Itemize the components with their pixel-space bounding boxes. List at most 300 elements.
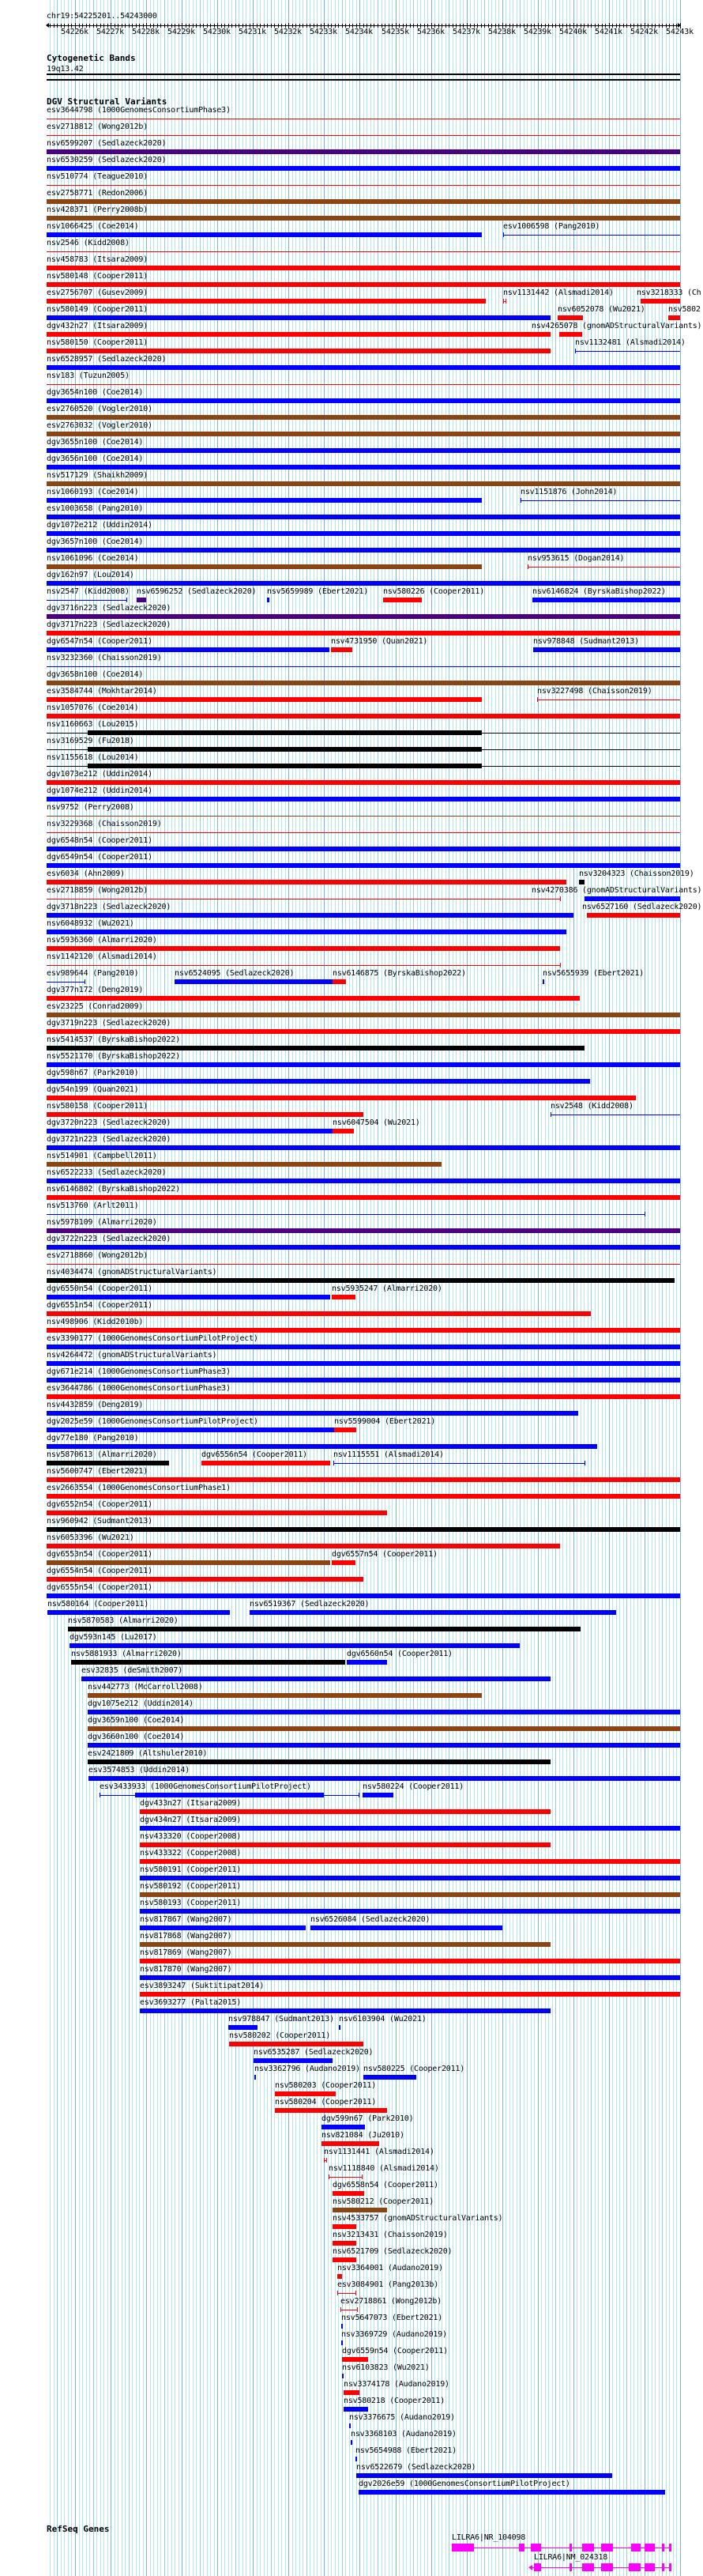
variant-label[interactable]: nsv433320 (Cooper2008) [140,1832,242,1841]
variant-bar[interactable] [47,1029,680,1034]
variant-label[interactable]: nsv817868 (Wang2007) [140,1932,232,1940]
variant-line[interactable] [47,899,561,900]
variant-bar[interactable] [332,1560,355,1565]
variant-label[interactable]: esv32835 (deSmith2007) [81,1666,183,1675]
variant-bar[interactable] [47,266,680,270]
variant-label[interactable]: nsv433322 (Cooper2008) [140,1849,242,1858]
variant-label[interactable]: nsv580158 (Cooper2011) [47,1102,148,1111]
variant-bar[interactable] [47,448,680,453]
variant-line[interactable] [521,500,680,501]
variant-bar[interactable] [201,1461,330,1465]
variant-bar[interactable] [341,2340,343,2345]
variant-bar[interactable] [140,2008,551,2013]
variant-label[interactable]: nsv2546 (Kidd2008) [47,239,130,247]
variant-label[interactable]: dgv3656n100 (Coe2014) [47,454,144,463]
variant-label[interactable]: esv989644 (Pang2010) [47,969,139,978]
variant-thick-segment[interactable] [88,730,482,735]
gene-exon[interactable] [582,2563,594,2571]
variant-label[interactable]: nsv6053396 (Wu2021) [47,1533,134,1542]
variant-bar[interactable] [47,1245,680,1250]
variant-bar[interactable] [88,1759,551,1764]
variant-label[interactable]: nsv817867 (Wang2007) [140,1915,232,1924]
variant-label[interactable]: nsv510774 (Teague2010) [47,172,148,181]
variant-label[interactable]: esv3584744 (Mokhtar2014) [47,687,157,696]
variant-line[interactable] [47,816,680,817]
variant-label[interactable]: nsv580164 (Cooper2011) [47,1600,149,1609]
variant-bar[interactable] [140,1842,551,1847]
variant-bar[interactable] [359,2490,665,2495]
variant-label[interactable]: nsv580225 (Cooper2011) [363,2065,465,2073]
variant-label[interactable]: nsv3362796 (Audano2019) [254,2065,360,2073]
variant-bar[interactable] [140,1925,306,1930]
variant-bar[interactable] [47,681,680,685]
variant-bar[interactable] [47,515,680,519]
variant-label[interactable]: nsv3232360 (Chaisson2019) [47,654,162,662]
variant-label[interactable]: dgv6555n54 (Cooper2011) [47,1583,152,1592]
variant-label[interactable]: dgv598n67 (Park2010) [47,1069,139,1077]
variant-label[interactable]: nsv580148 (Cooper2011) [47,272,148,281]
variant-label[interactable]: dgv3658n100 (Coe2014) [47,670,144,679]
variant-label[interactable]: nsv458783 (Itsara2009) [47,255,148,264]
variant-line[interactable] [47,1264,680,1265]
variant-bar[interactable] [137,598,146,602]
variant-label[interactable]: nsv5647073 (Ebert2021) [341,2314,443,2322]
variant-bar[interactable] [47,863,680,868]
gene-exon[interactable] [662,2563,664,2571]
variant-bar[interactable] [337,2274,342,2279]
variant-bar[interactable] [332,1295,355,1299]
variant-bar[interactable] [47,564,482,569]
variant-label[interactable]: nsv5936360 (Almarri2020) [47,936,157,945]
variant-label[interactable]: nsv580226 (Cooper2011) [383,587,485,596]
variant-label[interactable]: esv3644798 (1000GenomesConsortiumPhase3) [47,106,231,115]
variant-label[interactable]: dgv6556n54 (Cooper2011) [201,1450,307,1459]
variant-bar[interactable] [341,2324,343,2329]
variant-label[interactable]: nsv6146875 (ByrskaBishop2022) [333,969,466,978]
variant-label[interactable]: nsv5802 [668,305,701,314]
variant-line[interactable] [329,2177,363,2178]
variant-label[interactable]: dgv377n172 (Deng2019) [47,986,144,994]
variant-bar[interactable] [47,481,680,486]
variant-bar[interactable] [47,1112,363,1117]
variant-bar[interactable] [47,697,482,702]
variant-bar[interactable] [47,1593,680,1598]
variant-label[interactable]: nsv3227498 (Chaisson2019) [537,687,652,696]
variant-label[interactable]: nsv6599207 (Sedlazeck2020) [47,139,167,148]
variant-bar[interactable] [321,2141,379,2146]
variant-bar[interactable] [47,1361,680,1366]
variant-label[interactable]: nsv960942 (Sudmant2013) [47,1517,152,1526]
variant-bar[interactable] [47,714,680,718]
variant-label[interactable]: dgv1074e212 (Uddin2014) [47,786,152,795]
variant-bar[interactable] [47,531,680,536]
variant-label[interactable]: nsv580150 (Cooper2011) [47,338,148,347]
variant-label[interactable]: dgv54n199 (Quan2021) [47,1085,139,1094]
variant-label[interactable]: esv3574853 (Uddin2014) [88,1766,190,1775]
variant-label[interactable]: nsv4264472 (gnomADStructuralVariants) [47,1351,217,1360]
variant-label[interactable]: nsv1160663 (Lou2015) [47,720,139,729]
variant-label[interactable]: dgv3720n223 (Sedlazeck2020) [47,1118,171,1127]
variant-bar[interactable] [228,2025,258,2030]
gene-exon[interactable] [452,2544,474,2551]
variant-label[interactable]: dgv6560n54 (Cooper2011) [347,1650,453,1658]
variant-bar[interactable] [532,598,680,602]
variant-label[interactable]: nsv1151876 (John2014) [521,488,618,496]
variant-label[interactable]: nsv1131442 (Alsmadi2014) [503,289,614,297]
variant-bar[interactable] [47,498,482,503]
variant-label[interactable]: esv2760520 (Vogler2010) [47,405,152,413]
variant-bar[interactable] [47,1311,591,1316]
variant-bar[interactable] [88,1726,680,1731]
variant-label[interactable]: nsv6527160 (Sedlazeck2020) [582,903,702,911]
variant-bar[interactable] [363,1793,393,1797]
variant-label[interactable]: nsv6522233 (Sedlazeck2020) [47,1168,167,1177]
variant-label[interactable]: esv2663554 (1000GenomesConsortiumPhase1) [47,1484,231,1492]
variant-label[interactable]: nsv2548 (Kidd2008) [551,1102,633,1111]
gene-exon[interactable] [669,2563,671,2571]
variant-label[interactable]: nsv580191 (Cooper2011) [140,1865,242,1874]
gene-exon[interactable] [662,2544,664,2551]
variant-label[interactable]: dgv3659n100 (Coe2014) [88,1716,185,1725]
variant-label[interactable]: nsv1060193 (Coe2014) [47,488,139,496]
gene-exon[interactable] [570,2563,572,2571]
variant-bar[interactable] [140,1892,680,1897]
variant-bar[interactable] [331,647,352,652]
variant-label[interactable]: nsv5654988 (Ebert2021) [355,2446,457,2455]
variant-label[interactable]: esv3693277 (Palta2015) [140,1998,242,2007]
variant-label[interactable]: nsv580204 (Cooper2011) [275,2098,377,2106]
variant-bar[interactable] [68,1627,581,1631]
variant-label[interactable]: nsv3369729 (Audano2019) [341,2330,447,2339]
variant-label[interactable]: nsv6519367 (Sedlazeck2020) [250,1600,370,1609]
variant-label[interactable]: nsv1118840 (Alsmadi2014) [329,2164,439,2173]
variant-label[interactable]: dgv6547n54 (Cooper2011) [47,637,152,646]
variant-label[interactable]: dgv6557n54 (Cooper2011) [332,1550,438,1559]
variant-label[interactable]: dgv3657n100 (Coe2014) [47,537,144,546]
variant-line[interactable] [47,600,127,601]
variant-label[interactable]: nsv580193 (Cooper2011) [140,1899,242,1907]
variant-bar[interactable] [47,614,680,619]
variant-label[interactable]: dgv434n27 (Itsara2009) [140,1816,242,1824]
variant-line[interactable] [47,982,85,983]
variant-bar[interactable] [47,1228,680,1233]
variant-label[interactable]: dgv593n145 (Lu2017) [70,1633,157,1642]
variant-label[interactable]: dgv3654n100 (Coe2014) [47,388,144,397]
variant-label[interactable]: nsv5978109 (Almarri2020) [47,1218,157,1227]
variant-label[interactable]: nsv498906 (Kidd2010b) [47,1318,144,1326]
variant-label[interactable]: dgv3722n223 (Sedlazeck2020) [47,1235,171,1243]
variant-label[interactable]: nsv6521709 (Sedlazeck2020) [333,2247,453,2256]
variant-bar[interactable] [310,1925,502,1930]
variant-label[interactable]: nsv3204323 (Chaisson2019) [579,869,694,878]
variant-bar[interactable] [47,1162,442,1167]
variant-label[interactable]: esv3390177 (1000GenomesConsortiumPilotProject) [47,1334,258,1343]
gene-exon[interactable] [669,2544,671,2551]
variant-bar[interactable] [47,1145,680,1150]
variant-label[interactable]: nsv4265078 (gnomADStructuralVariants) [532,322,702,330]
variant-bar[interactable] [275,2091,336,2096]
variant-line[interactable] [528,567,680,568]
variant-label[interactable]: nsv821084 (Ju2010) [321,2131,404,2140]
variant-label[interactable]: esv3644786 (1000GenomesConsortiumPhase3) [47,1384,231,1393]
variant-label[interactable]: nsv580212 (Cooper2011) [333,2197,434,2206]
variant-label[interactable]: nsv3368103 (Audano2019) [351,2430,457,2438]
variant-bar[interactable] [47,1394,680,1399]
variant-label[interactable]: dgv6549n54 (Cooper2011) [47,853,152,862]
variant-bar[interactable] [641,299,680,304]
gene-exon[interactable] [601,2544,613,2551]
variant-bar[interactable] [47,282,680,287]
variant-label[interactable]: esv23225 (Conrad2009) [47,1002,144,1011]
variant-bar[interactable] [140,1992,680,1997]
variant-label[interactable]: nsv3374178 (Audano2019) [344,2380,449,2389]
variant-label[interactable]: dgv6548n54 (Cooper2011) [47,836,152,845]
variant-label[interactable]: nsv3376675 (Audano2019) [349,2413,455,2422]
variant-line[interactable] [47,666,680,667]
variant-bar[interactable] [47,1129,333,1133]
variant-bar[interactable] [47,647,329,652]
variant-bar[interactable] [70,1643,520,1648]
variant-bar[interactable] [254,2075,256,2080]
variant-bar[interactable] [140,1942,551,1947]
variant-bar[interactable] [47,1444,597,1449]
variant-bar[interactable] [47,1295,330,1299]
variant-label[interactable]: esv2421809 (Altshuler2010) [88,1749,208,1758]
variant-label[interactable]: dgv671e214 (1000GenomesConsortiumPhase3) [47,1367,231,1376]
variant-bar[interactable] [88,1693,482,1698]
variant-label[interactable]: nsv6047504 (Wu2021) [333,1118,420,1127]
variant-label[interactable]: dgv3716n223 (Sedlazeck2020) [47,604,171,613]
variant-bar[interactable] [47,149,680,154]
variant-label[interactable]: nsv6048932 (Wu2021) [47,919,134,928]
gene-exon[interactable] [570,2544,572,2551]
variant-label[interactable]: dgv3721n223 (Sedlazeck2020) [47,1135,171,1144]
variant-label[interactable]: nsv580149 (Cooper2011) [47,305,148,314]
variant-bar[interactable] [47,1560,330,1565]
variant-label[interactable]: nsv6526084 (Sedlazeck2020) [310,1915,430,1924]
variant-bar[interactable] [333,2224,356,2229]
gene-exon[interactable] [645,2563,655,2571]
variant-bar[interactable] [71,1660,345,1665]
variant-label[interactable]: nsv3229368 (Chaisson2019) [47,820,162,828]
variant-label[interactable]: nsv183 (Tuzun2005) [47,372,130,380]
variant-label[interactable]: dgv599n67 (Park2010) [321,2114,414,2123]
variant-label[interactable]: esv6034 (Ahn2009) [47,869,125,878]
variant-label[interactable]: nsv1155618 (Lou2014) [47,753,139,762]
variant-bar[interactable] [351,2440,352,2445]
variant-bar[interactable] [47,1411,578,1416]
variant-label[interactable]: nsv6528957 (Sedlazeck2020) [47,355,167,364]
variant-label[interactable]: nsv2547 (Kidd2008) [47,587,130,596]
variant-line[interactable] [47,384,680,385]
variant-line[interactable] [333,1463,585,1464]
variant-bar[interactable] [47,232,482,237]
variant-bar[interactable] [47,415,680,420]
variant-bar[interactable] [47,797,680,801]
variant-label[interactable]: nsv1132481 (Alsmadi2014) [575,338,686,347]
variant-label[interactable]: nsv3169529 (Fu2018) [47,737,134,745]
variant-bar[interactable] [47,581,680,586]
variant-line[interactable] [47,251,680,252]
variant-label[interactable]: nsv517129 (Shaikh2009) [47,471,148,480]
variant-bar[interactable] [47,780,680,785]
variant-line[interactable] [47,135,680,136]
variant-label[interactable]: dgv1072e212 (Uddin2014) [47,521,152,530]
variant-label[interactable]: nsv4533757 (gnomADStructuralVariants) [333,2214,503,2223]
variant-bar[interactable] [587,913,680,918]
variant-bar[interactable] [47,930,566,934]
variant-bar[interactable] [533,647,680,652]
variant-bar[interactable] [47,1378,680,1382]
variant-bar[interactable] [229,2042,363,2046]
variant-label[interactable]: nsv5881933 (Almarri2020) [71,1650,182,1658]
variant-bar[interactable] [47,548,680,553]
variant-label[interactable]: nsv442773 (McCarroll2008) [88,1683,203,1692]
variant-bar[interactable] [47,166,680,171]
variant-label[interactable]: nsv5935247 (Almarri2020) [332,1284,442,1293]
variant-bar[interactable] [47,1195,680,1200]
gene-label[interactable]: LILRA6|NR_104098 [452,2533,526,2542]
variant-label[interactable]: esv3893247 (Suktitipat2014) [140,1982,265,1990]
variant-bar[interactable] [47,1461,169,1465]
gene-exon[interactable] [631,2544,641,2551]
variant-bar[interactable] [140,1959,680,1963]
variant-label[interactable]: nsv4731950 (Quan2021) [331,637,428,646]
variant-bar[interactable] [333,1129,354,1133]
variant-label[interactable]: dgv3719n223 (Sedlazeck2020) [47,1019,171,1028]
variant-label[interactable]: nsv428371 (Perry2008b) [47,206,148,214]
variant-label[interactable]: nsv817870 (Wang2007) [140,1965,232,1974]
variant-line[interactable] [47,965,561,966]
variant-label[interactable]: esv2756707 (Gusev2009) [47,289,148,297]
variant-label[interactable]: nsv6103904 (Wu2021) [339,2015,427,2023]
variant-bar[interactable] [559,332,582,337]
variant-bar[interactable] [47,332,551,337]
variant-label[interactable]: dgv6558n54 (Cooper2011) [333,2181,438,2189]
variant-label[interactable]: esv1003658 (Pang2010) [47,504,144,513]
variant-label[interactable]: nsv5870583 (Almarri2020) [68,1616,179,1625]
variant-bar[interactable] [47,946,560,951]
variant-label[interactable]: nsv6103823 (Wu2021) [342,2363,430,2372]
variant-label[interactable]: nsv6522679 (Sedlazeck2020) [356,2463,476,2472]
variant-bar[interactable] [250,1610,616,1615]
variant-bar[interactable] [333,2208,387,2212]
variant-label[interactable]: dgv432n27 (Itsara2009) [47,322,148,330]
variant-bar[interactable] [47,465,680,470]
variant-label[interactable]: esv2718812 (Wong2012b) [47,123,148,131]
variant-bar[interactable] [47,913,573,918]
variant-label[interactable]: nsv4432859 (Deng2019) [47,1401,144,1409]
variant-label[interactable]: nsv9752 (Perry2008) [47,803,134,812]
variant-line[interactable] [575,351,680,352]
variant-label[interactable]: nsv978848 (Sudmant2013) [533,637,639,646]
variant-bar[interactable] [140,1859,680,1864]
variant-label[interactable]: nsv1066425 (Coe2014) [47,222,139,231]
variant-bar[interactable] [333,979,346,984]
variant-bar[interactable] [47,1046,585,1050]
variant-bar[interactable] [383,598,422,602]
variant-bar[interactable] [88,1776,680,1781]
variant-bar[interactable] [47,299,486,304]
cytoband-bar[interactable] [47,74,680,75]
variant-label[interactable]: nsv580192 (Cooper2011) [140,1882,242,1891]
variant-bar[interactable] [47,1428,334,1432]
variant-bar[interactable] [342,2357,368,2362]
variant-bar[interactable] [175,979,333,984]
variant-bar[interactable] [47,847,680,851]
variant-bar[interactable] [88,1743,680,1748]
variant-bar[interactable] [333,2257,356,2262]
variant-label[interactable]: nsv6052078 (Wu2021) [558,305,645,314]
gene-exon[interactable] [531,2544,541,2551]
variant-bar[interactable] [47,216,680,221]
variant-label[interactable]: nsv5521170 (ByrskaBishop2022) [47,1052,180,1061]
variant-bar[interactable] [140,1809,551,1814]
variant-bar[interactable] [585,896,680,901]
variant-label[interactable]: dgv6550n54 (Cooper2011) [47,1284,152,1293]
variant-bar[interactable] [47,398,680,403]
variant-label[interactable]: nsv5599004 (Ebert2021) [334,1417,436,1426]
variant-bar[interactable] [47,1345,680,1349]
variant-label[interactable]: dgv1073e212 (Uddin2014) [47,770,152,779]
variant-bar[interactable] [47,1062,680,1067]
variant-label[interactable]: nsv3213431 (Chaisson2019) [333,2231,448,2239]
variant-line[interactable] [503,235,680,236]
variant-label[interactable]: nsv513760 (Arlt2011) [47,1201,139,1210]
variant-label[interactable]: nsv1131441 (Alsmadi2014) [324,2148,434,2156]
gene-exon[interactable] [534,2563,541,2571]
variant-thick-segment[interactable] [88,747,482,752]
variant-label[interactable]: esv2718859 (Wong2012b) [47,886,148,895]
variant-label[interactable]: nsv4034474 (gnomADStructuralVariants) [47,1268,217,1277]
variant-label[interactable]: nsv6146802 (ByrskaBishop2022) [47,1185,180,1194]
variant-label[interactable]: dgv2026e59 (1000GenomesConsortiumPilotProject) [359,2480,570,2488]
variant-line[interactable] [47,185,680,186]
variant-line[interactable] [47,832,680,833]
variant-label[interactable]: nsv6524095 (Sedlazeck2020) [175,969,295,978]
variant-bar[interactable] [267,598,269,602]
variant-label[interactable]: dgv6552n54 (Cooper2011) [47,1500,152,1509]
variant-label[interactable]: nsv6535287 (Sedlazeck2020) [254,2048,374,2057]
variant-label[interactable]: dgv433n27 (Itsara2009) [140,1799,242,1808]
variant-bar[interactable] [47,199,680,204]
variant-label[interactable]: nsv5414537 (ByrskaBishop2022) [47,1035,180,1044]
variant-bar[interactable] [47,1477,680,1482]
variant-label[interactable]: nsv580218 (Cooper2011) [344,2397,445,2405]
gene-exon[interactable] [582,2544,594,2551]
variant-bar[interactable] [47,880,566,884]
variant-label[interactable]: dgv3717n223 (Sedlazeck2020) [47,620,171,629]
variant-bar[interactable] [47,1328,680,1333]
variant-bar[interactable] [344,2390,359,2395]
variant-label[interactable]: esv3433933 (1000GenomesConsortiumPilotProject) [100,1782,311,1791]
variant-bar[interactable] [254,2058,333,2063]
variant-thick-segment[interactable] [88,764,482,768]
variant-bar[interactable] [47,315,551,320]
variant-bar[interactable] [140,1909,680,1914]
variant-bar[interactable] [88,1710,680,1714]
variant-bar[interactable] [275,2108,387,2113]
ruler-left-arrow-icon[interactable] [46,23,49,28]
variant-bar[interactable] [47,1013,680,1017]
variant-bar[interactable] [558,315,583,320]
variant-label[interactable]: nsv580224 (Cooper2011) [363,1782,464,1791]
variant-label[interactable]: nsv953615 (Dogan2014) [528,554,625,563]
variant-bar[interactable] [342,2374,344,2378]
variant-label[interactable]: dgv6551n54 (Cooper2011) [47,1301,152,1310]
variant-label[interactable]: nsv1061096 (Coe2014) [47,554,139,563]
variant-bar[interactable] [333,2241,356,2246]
